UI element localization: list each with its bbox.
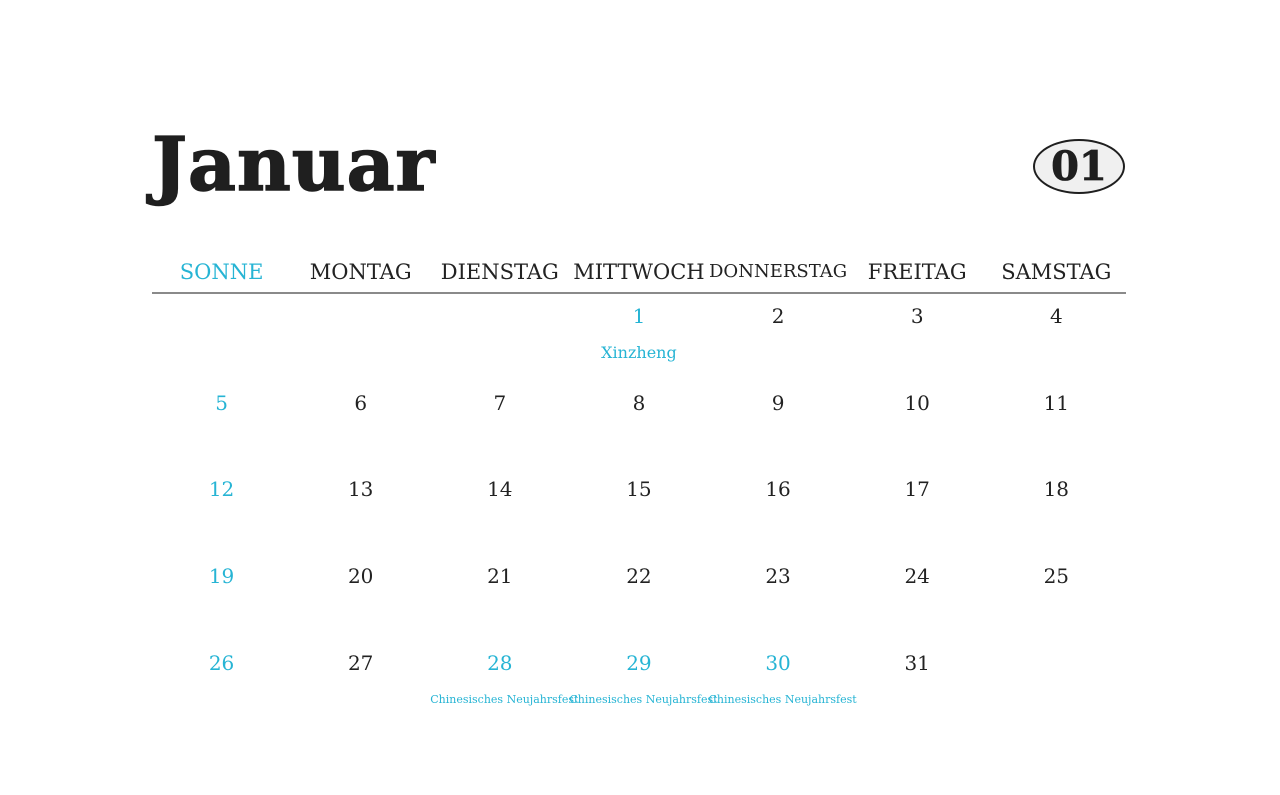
day-cell (152, 385, 291, 472)
day-number: 16 (765, 477, 791, 502)
day-number: 11 (1043, 390, 1070, 415)
day-cell (709, 558, 848, 645)
day-cell (848, 471, 987, 558)
weekday-sunday: SONNE (179, 260, 264, 284)
day-cell (987, 558, 1126, 645)
day-cell (569, 298, 708, 385)
day-cell (291, 471, 430, 558)
weekday-header (152, 254, 1126, 290)
day-number: 2 (771, 304, 785, 328)
day-cell (709, 298, 848, 385)
day-cell (569, 471, 708, 558)
weekday-wednesday: MITTWOCH (573, 260, 705, 284)
day-number: 23 (765, 564, 791, 589)
day-cell (569, 385, 708, 472)
day-cell (848, 298, 987, 385)
month-number-badge: 01 (1033, 139, 1125, 194)
day-cell (152, 471, 291, 558)
day-number: 21 (487, 564, 513, 589)
day-number: 15 (626, 477, 652, 502)
day-number: 20 (347, 564, 374, 589)
weekday-saturday: SAMSTAG (1001, 260, 1112, 284)
day-number: 28 (487, 650, 513, 675)
day-cell (987, 471, 1126, 558)
day-number: 13 (347, 477, 374, 502)
day-cell (848, 385, 987, 472)
day-number: 27 (347, 650, 374, 675)
day-cell (709, 385, 848, 472)
day-cell (569, 645, 718, 732)
holiday-label: Chinesisches Neujahrsfest (569, 692, 718, 706)
day-number: 9 (771, 390, 785, 415)
weekday-tuesday: DIENSTAG (440, 260, 559, 284)
day-cell (430, 645, 579, 732)
day-cell (709, 471, 848, 558)
day-number: 19 (208, 564, 235, 589)
day-number: 17 (904, 477, 930, 502)
header-divider (152, 292, 1126, 294)
day-number: 25 (1043, 564, 1070, 589)
day-number: 1 (632, 304, 646, 328)
weekday-monday: MONTAG (309, 260, 412, 284)
day-cell (291, 385, 430, 472)
day-cell (430, 385, 569, 472)
day-number: 4 (1049, 304, 1063, 328)
day-cell (291, 645, 430, 732)
day-number: 31 (904, 650, 930, 675)
day-number: 29 (626, 650, 652, 675)
day-number: 22 (626, 564, 652, 589)
day-number: 3 (910, 304, 924, 328)
empty-day-cell (291, 298, 430, 385)
day-cell (987, 385, 1126, 472)
day-cell (569, 558, 708, 645)
day-number: 30 (765, 650, 791, 675)
holiday-label: Chinesisches Neujahrsfest (708, 692, 857, 706)
day-cell (848, 645, 987, 732)
weekday-friday: FREITAG (867, 260, 967, 284)
weekday-thursday: DONNERSTAG (709, 261, 848, 282)
day-number: 18 (1043, 477, 1070, 502)
day-number: 10 (904, 390, 930, 415)
day-cell (430, 558, 569, 645)
empty-day-cell (430, 298, 569, 385)
day-number: 26 (208, 650, 235, 675)
day-number: 12 (208, 477, 235, 502)
day-cell (430, 471, 569, 558)
day-cell (291, 558, 430, 645)
day-cell (987, 298, 1126, 385)
day-cell (152, 558, 291, 645)
holiday-label: Chinesisches Neujahrsfest (430, 692, 579, 706)
day-number: 7 (493, 390, 507, 415)
holiday-label: Xinzheng (601, 343, 677, 362)
calendar-grid (152, 298, 1126, 731)
day-number: 8 (632, 390, 646, 415)
day-cell (848, 558, 987, 645)
day-number: 24 (904, 564, 930, 589)
month-title: Januar (152, 122, 436, 208)
day-number: 6 (354, 390, 368, 415)
day-cell (152, 645, 291, 732)
day-number: 14 (487, 477, 513, 502)
empty-day-cell (152, 298, 291, 385)
day-number: 5 (215, 390, 228, 415)
day-cell (708, 645, 857, 732)
empty-day-cell (987, 645, 1126, 732)
